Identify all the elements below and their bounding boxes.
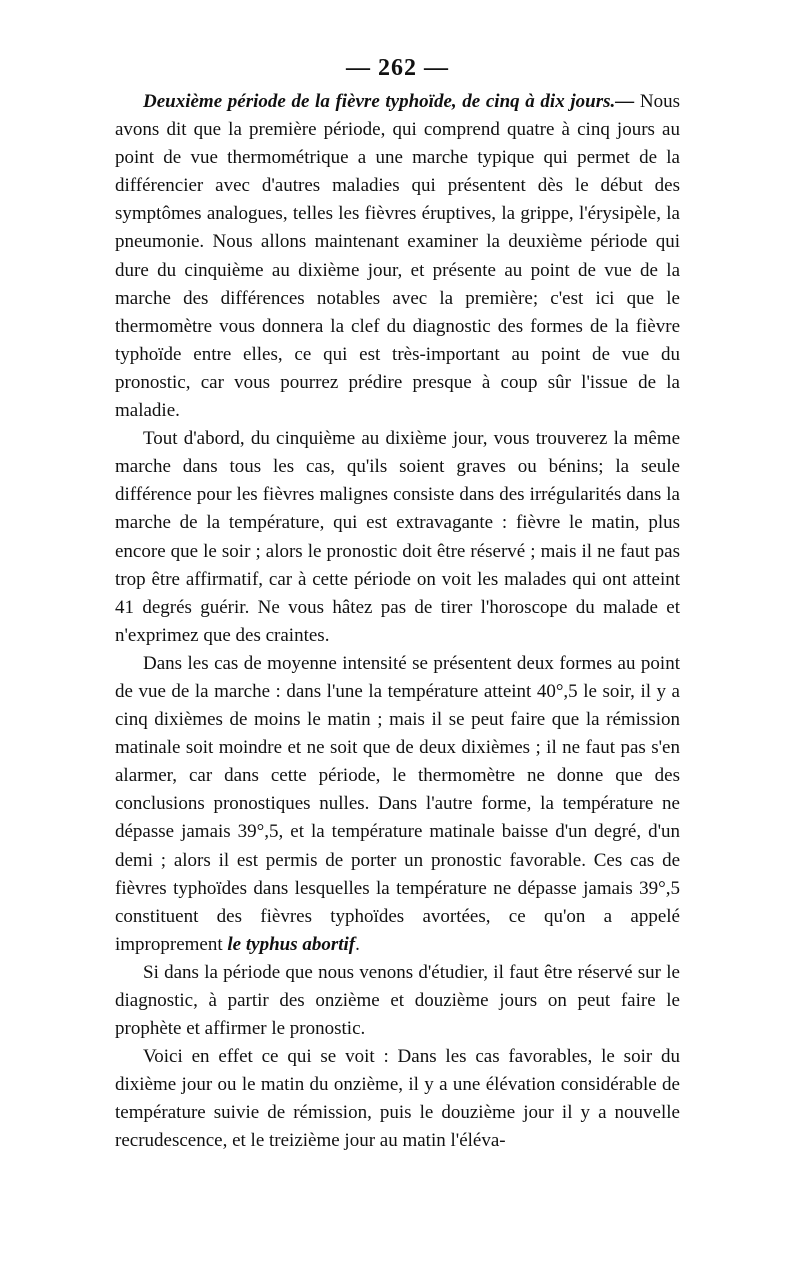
paragraph-text-end: . [355, 933, 360, 955]
emphasis-typhus-abortif: le typhus abortif [227, 933, 356, 955]
paragraph-text: Voici en effet ce qui se voit : Dans les cas favorables, le soir du dixième jour ou le matin du onzième, il y a une élévation considérable de température suivie de rémission, puis le douzième jour il y a nouvelle recrudescence, et le treizième jour au matin l'éléva- [115, 1046, 680, 1152]
paragraph-text: Si dans la période que nous venons d'étudier, il faut être réservé sur le diagnostic, à partir des onzième et douzième jours on peut faire le prophète et affirmer le pronostic. [115, 961, 680, 1040]
book-page [115, 55, 680, 1156]
paragraph-moderate-cases [115, 650, 680, 959]
paragraph-text: Tout d'abord, du cinquième au dixième jour, vous trouverez la même marche dans tous les cas, qu'ils soient graves ou bénins; la seule différence pour les fièvres malignes consiste dans des irrégularités dans la marche de la température, qui est extravagante : fièvre le matin, plus encore que le soir ; alors le pronostic doit être réservé ; mais il ne faut pas trop être affirmatif, car à cette période on voit les malades qui ont atteint 41 degrés guérir. Ne vous hâtez pas de tirer l'horoscope du malade et n'exprimez que des craintes. [115, 428, 680, 646]
paragraph-text: Dans les cas de moyenne intensité se présentent deux formes au point de vue de la marche : dans l'une la température atteint 40°,5 le soir, il y a cinq dixièmes de moins le matin ; mais il se peut faire que la rémission matinale soit moindre et ne soit que de deux dixièmes ; il ne faut pas s'en alarmer, car dans cette période, le thermomètre ne donne que des conclusions pronostiques nulles. Dans l'autre forme, la température ne dépasse jamais 39°,5, et la température matinale baisse d'un degré, d'un demi ; alors il est permis de porter un pronostic favorable. Ces cas de fièvres typhoïdes dans lesquelles la température ne dépasse jamais 39°,5 constituent des fièvres typhoïdes avortées, ce qu'on a appelé improprement [115, 652, 680, 955]
paragraph-diagnosis-reserve [115, 959, 680, 1043]
paragraph-favorable-cases [115, 1043, 680, 1155]
page-number: — 262 — [346, 55, 449, 81]
paragraph-fifth-to-tenth-day [115, 425, 680, 650]
section-title: Deuxième période de la fièvre typhoïde, de cinq à dix jours.— [143, 91, 635, 112]
paragraph-second-period [115, 88, 680, 425]
paragraph-text: Nous avons dit que la première période, qui comprend quatre à cinq jours au point de vue thermométrique a une marche typique qui permet de la différencier avec d'autres maladies qui présentent dès le début des symptômes analogues, telles les fièvres éruptives, la grippe, l'érysipèle, la pneumonie. Nous allons maintenant examiner la deuxième période qui dure du cinquième au dixième jour, et présente au point de vue de la marche des différences notables avec la première; c'est ici que le thermomètre vous donnera la clef du diagnostic des formes de la fièvre typhoïde entre elles, ce qui est très-important au point de vue du pronostic, car vous pourrez prédire presque à coup sûr l'issue de la maladie. [115, 91, 680, 422]
